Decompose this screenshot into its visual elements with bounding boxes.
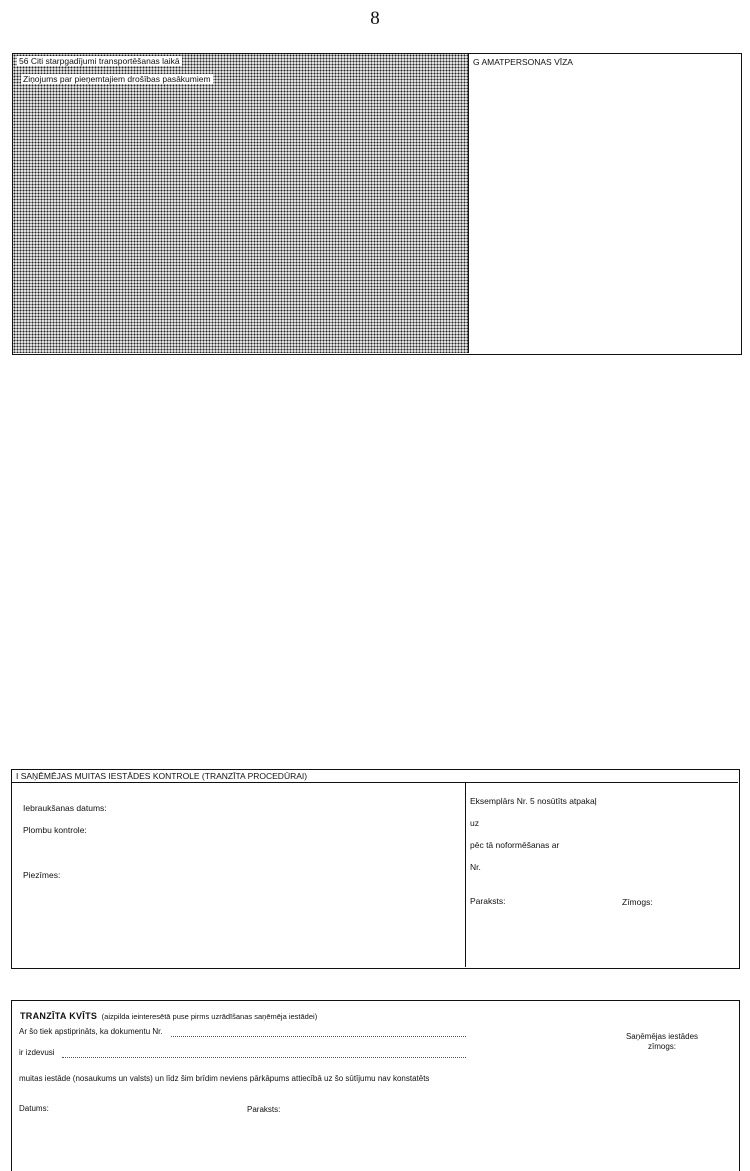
to-label: uz [470, 818, 479, 828]
remarks-label: Piezīmes: [23, 870, 61, 880]
receipt-date-label: Datums: [19, 1104, 49, 1113]
section-56-box[interactable] [13, 54, 469, 353]
section-i-left-panel[interactable] [12, 783, 466, 967]
page-number: 8 [370, 8, 380, 29]
receipt-header [20, 1006, 317, 1024]
section-56-subtitle: Ziņojums par pieņemtajiem drošības pasākumiem [23, 74, 211, 84]
section-i-title: I SAŅĒMĒJAS MUITAS IESTĀDES KONTROLE (TRANZĪTA PROCEDŪRAI) [16, 771, 308, 781]
receipt-title: TRANZĪTA KVĪTS [20, 1011, 98, 1021]
number-label: Nr. [470, 862, 481, 872]
receipt-line-issued-by: ir izdevusi [19, 1048, 55, 1057]
transit-receipt-box[interactable] [11, 1000, 740, 1171]
receipt-signature-label: Paraksts: [247, 1105, 281, 1114]
receiving-office-stamp-label [602, 1032, 722, 1052]
section-i-header [12, 770, 738, 783]
section-56-title: 56 Citi starpgadījumi transportēšanas laikā [19, 56, 180, 66]
seal-check-label: Plombu kontrole: [23, 825, 87, 835]
section-i-right-panel[interactable] [467, 783, 737, 967]
top-form-block [12, 53, 742, 355]
issued-by-field[interactable] [62, 1057, 466, 1058]
section-g-title: G AMATPERSONAS VĪZA [473, 57, 573, 67]
section-g-box[interactable] [470, 54, 740, 353]
stamp-label-line1: Saņēmējas iestādes [625, 1032, 699, 1041]
signature-label: Paraksts: [470, 896, 506, 906]
document-number-field[interactable] [171, 1036, 466, 1037]
after-registration-label: pēc tā noformēšanas ar [470, 840, 560, 850]
stamp-label-line2: zīmogs: [647, 1042, 676, 1051]
stamp-label: Zīmogs: [622, 897, 653, 907]
arrival-date-label: Iebraukšanas datums: [23, 803, 107, 813]
copy-returned-label: Eksemplārs Nr. 5 nosūtīts atpakaļ [470, 796, 597, 806]
section-i-box [11, 769, 740, 969]
receipt-line-document-number: Ar šo tiek apstiprināts, ka dokumentu Nr. [19, 1027, 163, 1036]
receipt-title-note: (aizpilda ieinteresētā puse pirms uzrādīšanas saņēmēja iestādei) [101, 1012, 318, 1021]
receipt-line-customs-office: muitas iestāde (nosaukums un valsts) un līdz šim brīdim neviens pārkāpums attiecībā uz šo sūtījumu nav konstatēts [19, 1074, 430, 1083]
